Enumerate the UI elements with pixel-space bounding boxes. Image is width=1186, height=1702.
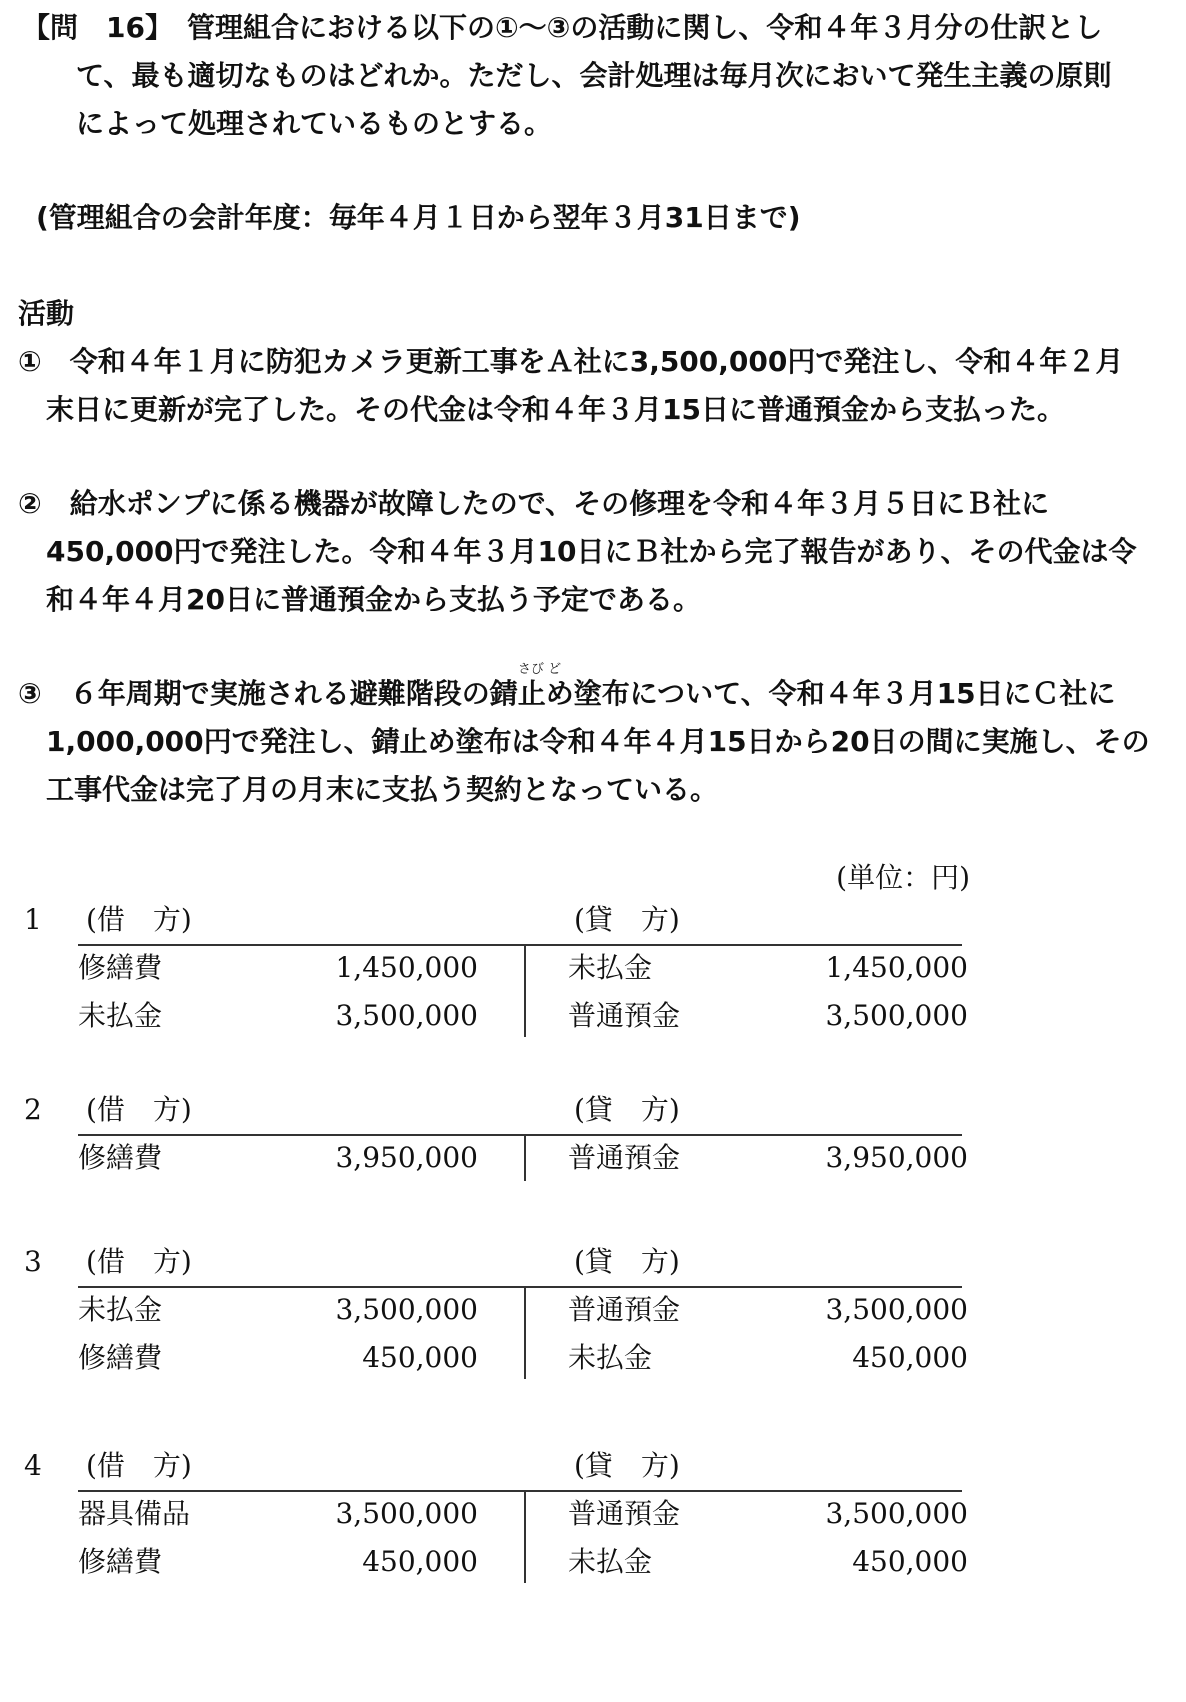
debit-header: (借 方) (86, 1245, 192, 1278)
activity-1-line-2: 末日に更新が完了した。その代金は令和４年３月15日に普通預金から支払った。 (46, 393, 1065, 426)
activity-2-line-1: ② 給水ポンプに係る機器が故障したので、その修理を令和４年３月５日にＢ社に (18, 487, 1050, 520)
credit-amount: 3,500,000 (825, 999, 968, 1032)
debit-account: 未払金 (78, 999, 163, 1032)
credit-header: (貸 方) (574, 1093, 680, 1126)
table-divider (524, 1287, 526, 1379)
option-1 (0, 902, 1186, 1082)
activity-1-line-1: ① 令和４年１月に防犯カメラ更新工事をＡ社に3,500,000円で発注し、令和４年２月 (18, 345, 1124, 378)
credit-account: 普通預金 (568, 1141, 681, 1174)
table-divider (524, 945, 526, 1037)
debit-account: 修繕費 (78, 1141, 163, 1174)
table-rule (78, 944, 962, 946)
option-number: 4 (24, 1449, 42, 1482)
activity-2-line-3: 和４年４月20日に普通預金から支払う予定である。 (46, 583, 701, 616)
credit-amount: 1,450,000 (825, 951, 968, 984)
debit-account: 修繕費 (78, 1545, 163, 1578)
credit-account: 未払金 (568, 951, 653, 984)
activity-2-line-2: 450,000円で発注した。令和４年３月10日にＢ社から完了報告があり、その代金は令 (46, 535, 1137, 568)
unit-label: (単位：円) (836, 861, 970, 894)
table-divider (524, 1491, 526, 1583)
activity-3-line-2: 1,000,000円で発注し、錆止め塗布は令和４年４月15日から20日の間に実施し、その (46, 725, 1150, 758)
option-3 (0, 1244, 1186, 1424)
debit-header: (借 方) (86, 903, 192, 936)
debit-amount: 3,500,000 (335, 999, 478, 1032)
credit-account: 普通預金 (568, 1293, 681, 1326)
question-line-2: て、最も適切なものはどれか。ただし、会計処理は毎月次において発生主義の原則 (76, 59, 1112, 92)
credit-amount: 3,500,000 (825, 1497, 968, 1530)
credit-account: 普通預金 (568, 1497, 681, 1530)
debit-header: (借 方) (86, 1449, 192, 1482)
credit-header: (貸 方) (574, 1449, 680, 1482)
debit-amount: 3,500,000 (335, 1293, 478, 1326)
option-number: 3 (24, 1245, 42, 1278)
debit-amount: 3,950,000 (335, 1141, 478, 1174)
credit-account: 未払金 (568, 1341, 653, 1374)
credit-account: 普通預金 (568, 999, 681, 1032)
question-line-3: によって処理されているものとする。 (76, 107, 553, 140)
credit-amount: 3,950,000 (825, 1141, 968, 1174)
credit-amount: 450,000 (852, 1341, 968, 1374)
option-number: 2 (24, 1093, 42, 1126)
table-rule (78, 1134, 962, 1136)
table-divider (524, 1135, 526, 1181)
activity-3-line-3: 工事代金は完了月の月末に支払う契約となっている。 (46, 773, 719, 806)
question-line-1: 【問 16】 管理組合における以下の①～③の活動に関し、令和４年３月分の仕訳とし (22, 11, 1103, 44)
debit-account: 修繕費 (78, 951, 163, 984)
debit-amount: 3,500,000 (335, 1497, 478, 1530)
debit-header: (借 方) (86, 1093, 192, 1126)
credit-account: 未払金 (568, 1545, 653, 1578)
credit-header: (貸 方) (574, 903, 680, 936)
debit-amount: 450,000 (362, 1341, 478, 1374)
ruby-sabido: さび ど (518, 662, 562, 677)
credit-header: (貸 方) (574, 1245, 680, 1278)
activity-3-line-1: ③ ６年周期で実施される避難階段の錆止め塗布について、令和４年３月15日にＣ社に (18, 677, 1116, 710)
debit-account: 修繕費 (78, 1341, 163, 1374)
credit-amount: 450,000 (852, 1545, 968, 1578)
activities-heading: 活動 (18, 297, 75, 330)
credit-amount: 3,500,000 (825, 1293, 968, 1326)
table-rule (78, 1286, 962, 1288)
debit-account: 器具備品 (78, 1497, 191, 1530)
fiscal-year-note: (管理組合の会計年度：毎年４月１日から翌年３月31日まで) (36, 201, 801, 234)
debit-amount: 450,000 (362, 1545, 478, 1578)
debit-amount: 1,450,000 (335, 951, 478, 984)
table-rule (78, 1490, 962, 1492)
debit-account: 未払金 (78, 1293, 163, 1326)
option-4 (0, 1448, 1186, 1628)
option-number: 1 (24, 903, 42, 936)
